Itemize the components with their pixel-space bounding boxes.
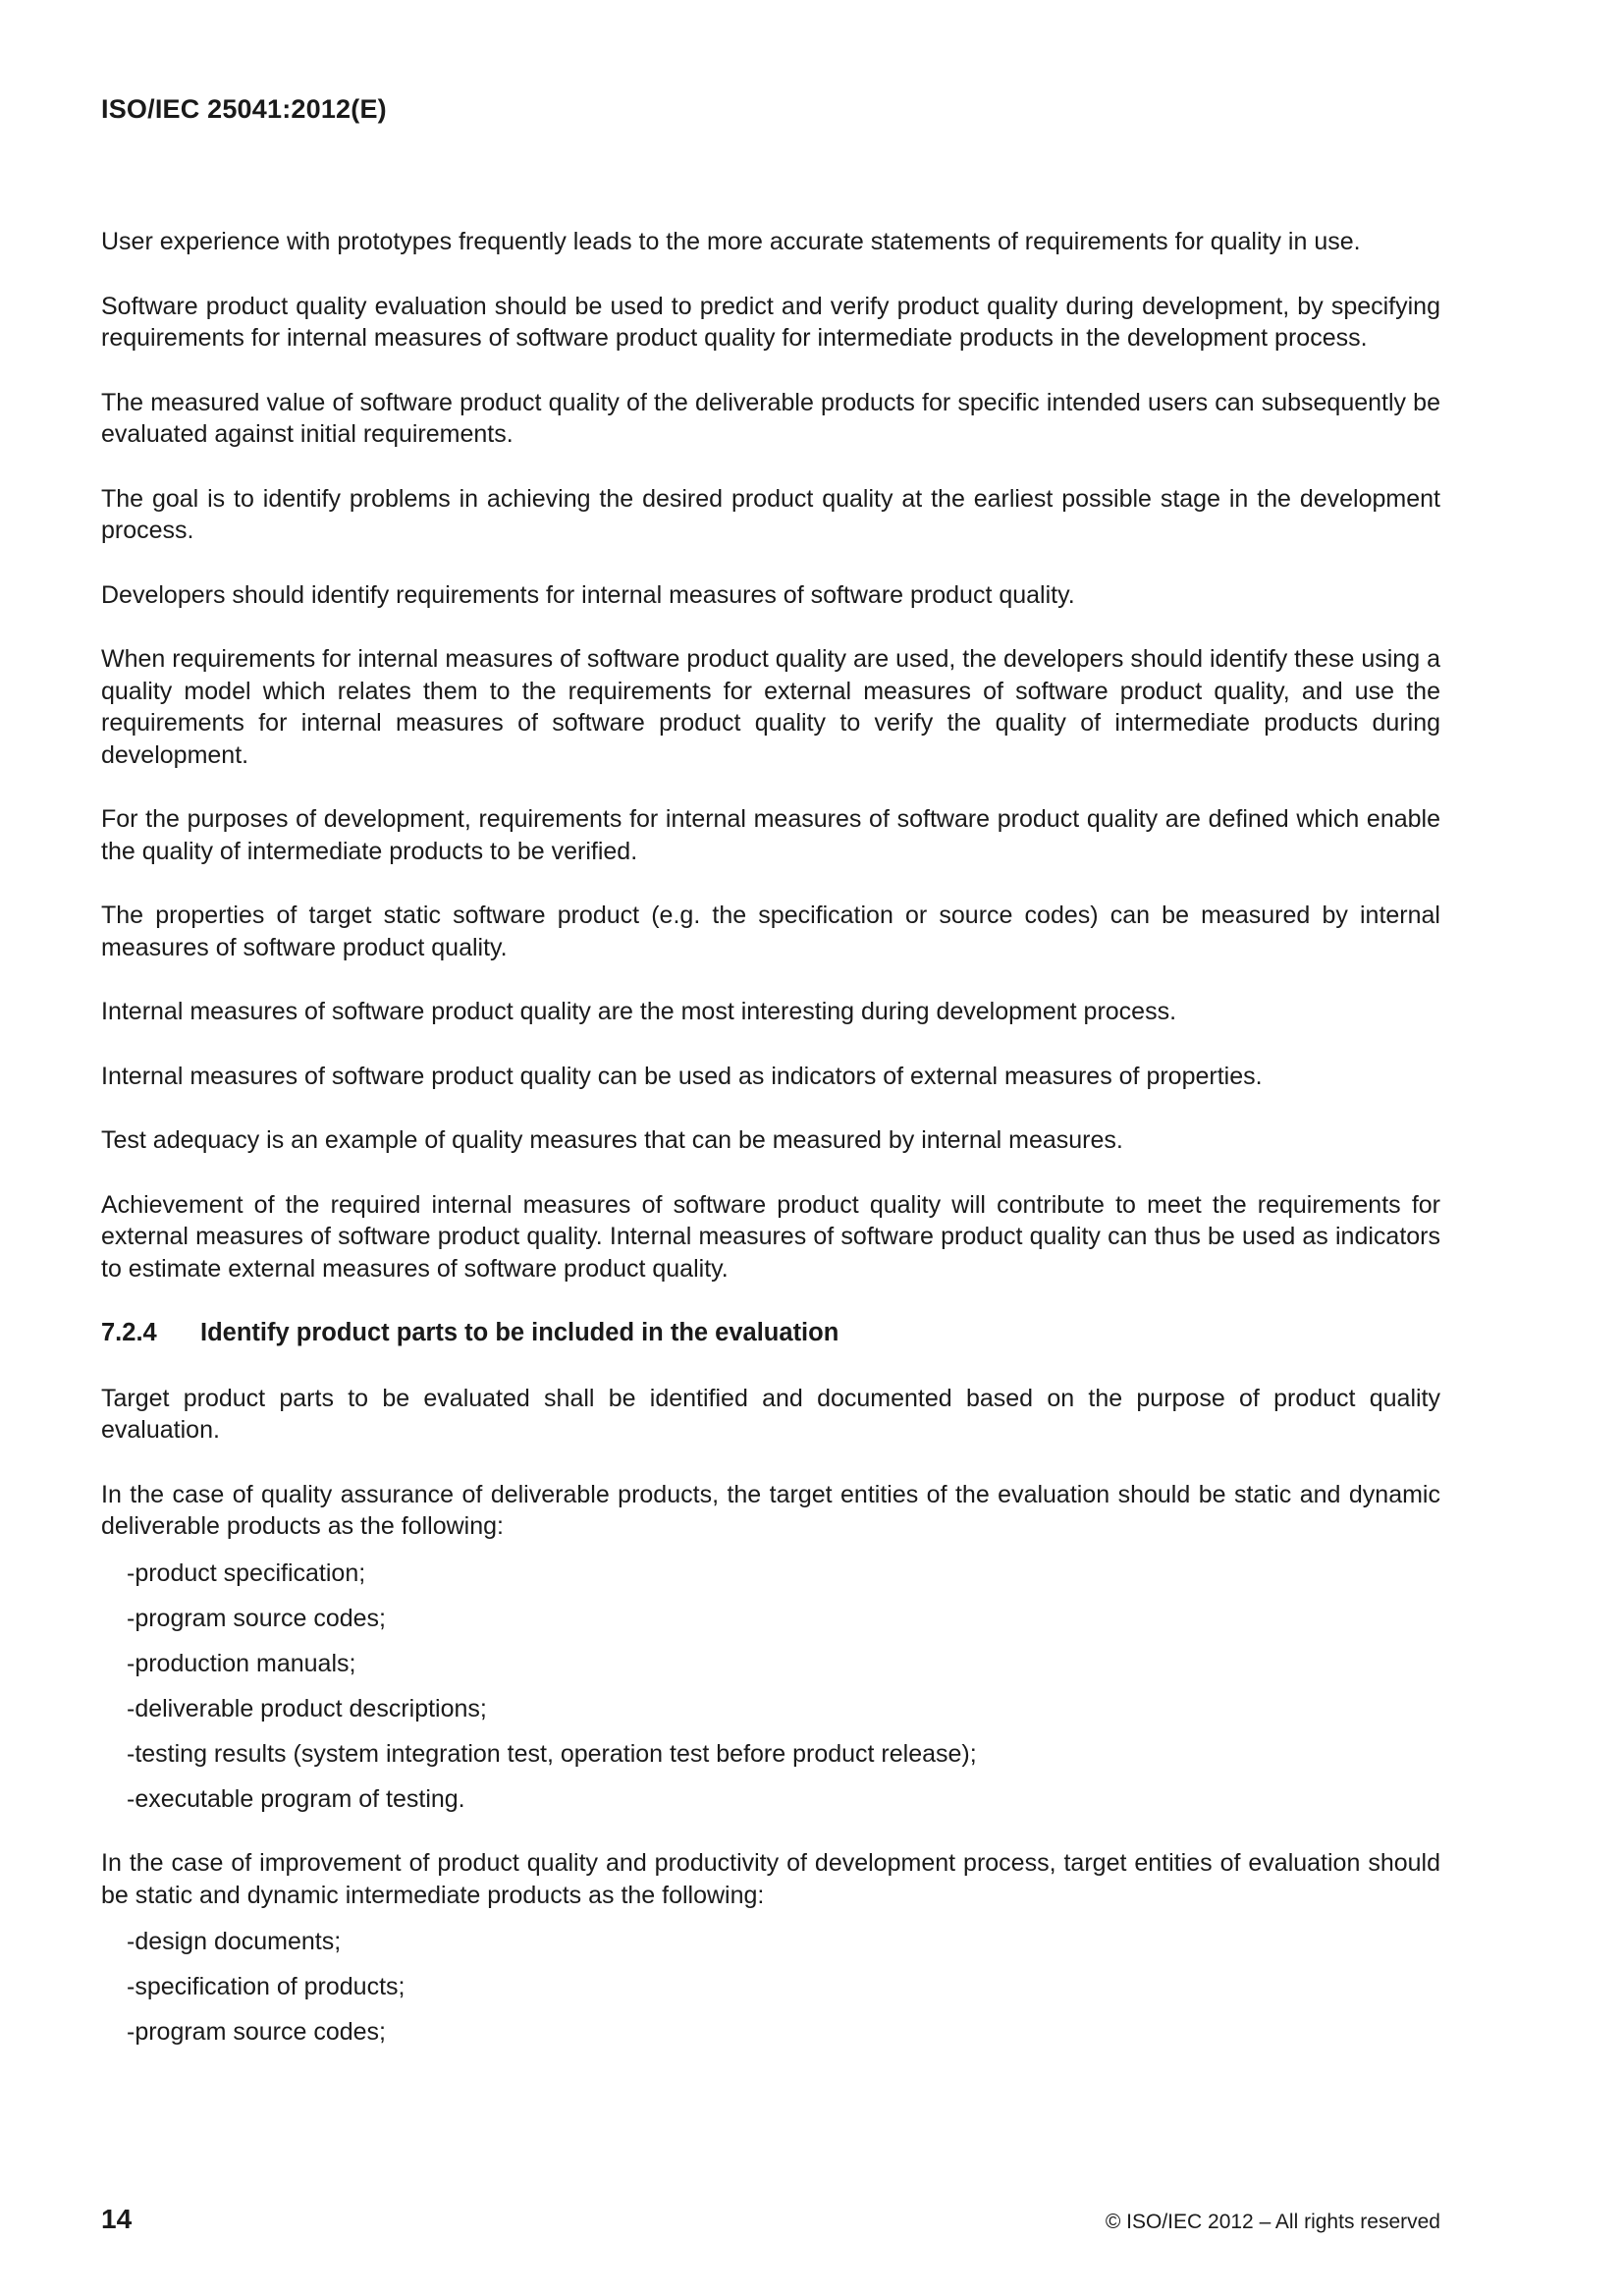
list-item: -design documents; [127,1928,342,1955]
list-item: -executable program of testing. [127,1784,465,1813]
paragraph: The measured value of software product quality of the deliverable products for specific intended users can subsequently be evaluated against initial requirements. [101,388,1440,448]
copyright-notice: © ISO/IEC 2012 – All rights reserved [1105,2211,1440,2233]
paragraph: Achievement of the required internal measures of software product quality will contribute to meet the requirements for external measures of software product quality. Internal measures of software product quality can thus be used as indicators to estimate external measures of software product quality. [101,1190,1440,1283]
paragraph: User experience with prototypes frequently leads to the more accurate statements of requirements for quality in use. [101,228,1361,255]
list-item: -program source codes; [127,2018,387,2046]
paragraph: When requirements for internal measures of software product quality are used, the developers should identify these using a quality model which relates them to the requirements for external measures of software product quality, and use the requirements for internal measures of software product quality to verify the quality of intermediate products during development. [101,645,1440,769]
deliverables-list [101,1558,1440,1816]
intermediate-list [101,1926,1440,2049]
list-item: -testing results (system integration test, operation test before product release); [127,1739,977,1768]
page-number: 14 [101,2204,133,2234]
paragraph: Internal measures of software product quality are the most interesting during development process. [101,998,1177,1025]
paragraph: Test adequacy is an example of quality measures that can be measured by internal measures. [101,1126,1123,1154]
document-header: ISO/IEC 25041:2012(E) [101,94,387,124]
deliverables-intro-paragraph: In the case of quality assurance of deliverable products, the target entities of the evaluation should be static and dynamic deliverable products as the following: [101,1480,1440,1540]
list-item: -deliverable product descriptions; [127,1694,487,1722]
list-item: -production manuals; [127,1649,356,1677]
intermediate-intro-paragraph: In the case of improvement of product quality and productivity of development process, target entities of evaluation should be static and dynamic intermediate products as the following: [101,1849,1440,1909]
section-intro-paragraph: Target product parts to be evaluated shall be identified and documented based on the purpose of product quality evaluation. [101,1384,1440,1444]
page-footer [101,2204,1440,2235]
paragraph: For the purposes of development, requirements for internal measures of software product quality are defined which enable the quality of intermediate products to be verified. [101,805,1440,865]
paragraph: Internal measures of software product quality can be used as indicators of external measures of properties. [101,1062,1263,1090]
section-title: Identify product parts to be included in the evaluation [200,1319,839,1346]
document-body [101,226,1440,2081]
paragraph: The goal is to identify problems in achieving the desired product quality at the earliest possible stage in the development process. [101,484,1440,544]
list-item: -product specification; [127,1558,366,1587]
section-heading [101,1317,1440,1349]
paragraph: The properties of target static software product (e.g. the specification or source codes) can be measured by internal measures of software product quality. [101,902,1440,961]
paragraph: Developers should identify requirements for internal measures of software product quality. [101,580,1075,609]
paragraph: Software product quality evaluation should be used to predict and verify product quality during development, by specifying requirements for internal measures of software product quality for intermediate products in the development process. [101,292,1440,352]
section-number: 7.2.4 [101,1319,157,1346]
list-item: -specification of products; [127,1973,406,2000]
list-item: -program source codes; [127,1604,387,1632]
